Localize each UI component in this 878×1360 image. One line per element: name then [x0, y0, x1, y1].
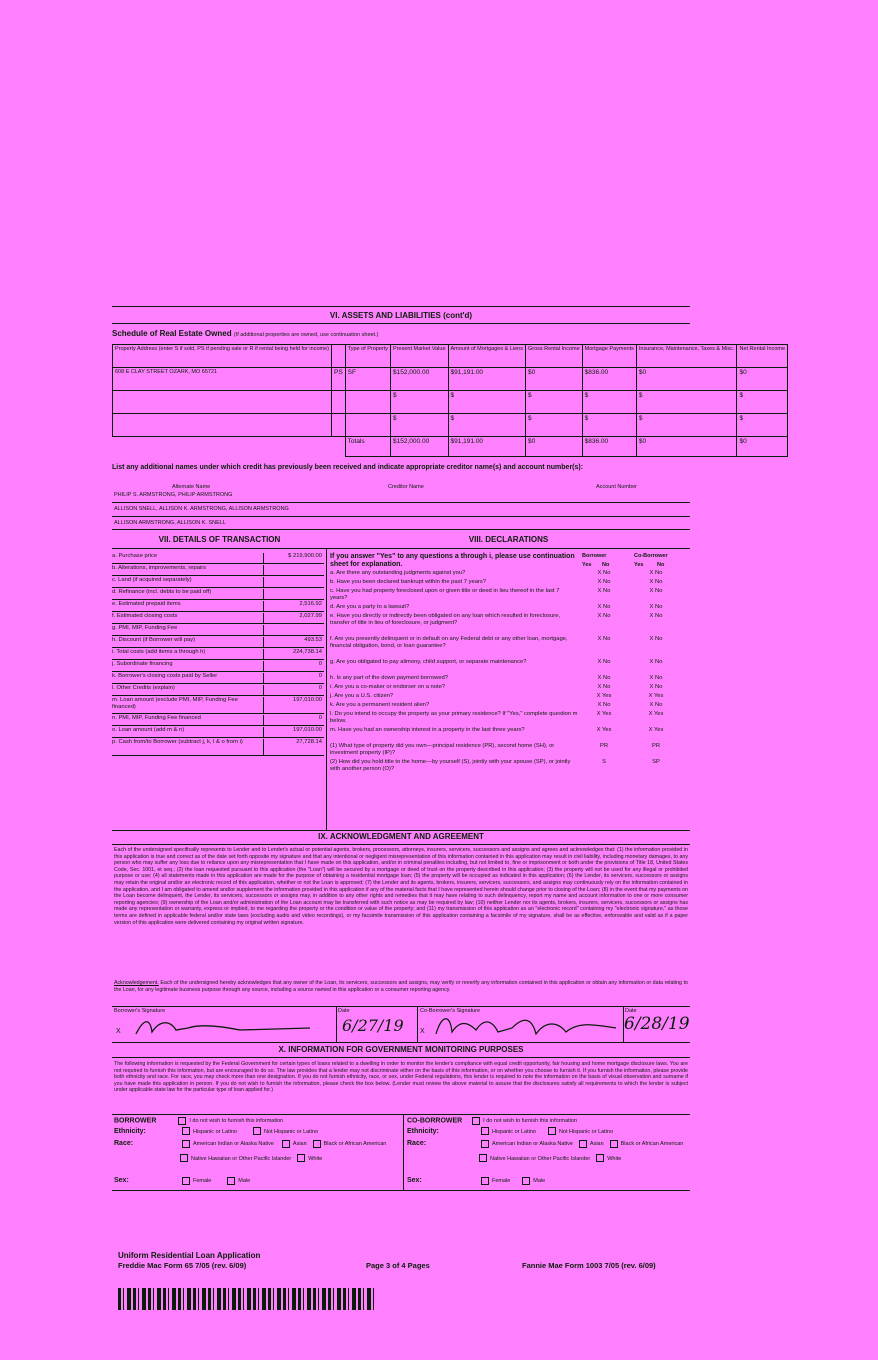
transaction-value: [263, 625, 324, 635]
declaration-row: [330, 759, 688, 775]
fannie-form: Fannie Mae Form 1003 7/05 (rev. 6/09): [522, 1261, 656, 1270]
table-row: 608 E CLAY STREET OZARK, MO 65721 PS SF $152,000.00 $91,191.00 $0 $836.00 $0 $0: [113, 368, 788, 391]
transaction-value: [263, 565, 324, 575]
transaction-row: [112, 636, 324, 648]
transaction-row: [112, 564, 324, 576]
coborrower-answer[interactable]: X No: [649, 588, 663, 594]
transaction-label: j. Subordinate financing: [112, 661, 173, 667]
declaration-row: [330, 604, 688, 613]
coborrower-answer[interactable]: X No: [649, 684, 663, 690]
alt-name-3: ALLISON ARMSTRONG, ALLISON K. SNELL: [114, 520, 226, 526]
alt-names-title: List any additional names under which credit has previously been received and indicate appropriate creditor name(s) and account number(s):: [112, 464, 584, 471]
coborrower-answer[interactable]: SP: [652, 759, 660, 765]
declaration-row: [330, 588, 688, 604]
alt-name-header: Alternate Name: [172, 484, 211, 490]
transaction-value: 0: [263, 685, 324, 695]
borrower-date: 6/27/19: [342, 1016, 404, 1035]
monitoring-text: The following information is requested by the Federal Government for certain types of loans related to a dwelling in order to monitor the lender's compliance with equal credit opportunity, fair housing and home mortgage disclosure laws. You are not required to furnish this information, but are encouraged to do so. The law provides that a lender may not discriminate either on the basis of this information, or on whether you choose to furnish it. If you furnish the information, please provide both ethnicity and race. For race, you may check more than one designation. If you do not furnish ethnicity, race, or sex, under Federal regulations, this lender is required to note the information on the basis of visual observation and surname if you have made this application in person. If you do not wish to furnish the information, please check the box below. (Lender must review the above material to assure that the disclosures satisfy all requirements to which the lender is subject under applicable state law for the particular type of loan applied for.): [114, 1061, 688, 1094]
transaction-row: [112, 648, 324, 660]
coborrower-answer[interactable]: X No: [649, 702, 663, 708]
transaction-row: [112, 576, 324, 588]
declaration-row: [330, 675, 688, 684]
barcode: [118, 1288, 374, 1310]
white-checkbox[interactable]: [596, 1154, 604, 1162]
transaction-label: g. PMI, MIP, Funding Fee: [112, 625, 178, 631]
date-label: Date: [625, 1008, 637, 1014]
transaction-row: [112, 600, 324, 612]
transaction-row: [112, 738, 324, 756]
transaction-row: [112, 660, 324, 672]
transaction-value: 2,027.99: [263, 613, 324, 623]
coborrower-signature: [432, 1010, 620, 1040]
declarations-list: [330, 570, 688, 775]
black-checkbox[interactable]: [313, 1140, 321, 1148]
transaction-row: [112, 624, 324, 636]
borrower-answer[interactable]: X No: [597, 659, 611, 665]
borrower-answer[interactable]: X No: [597, 604, 611, 610]
transaction-value: [263, 589, 324, 599]
female-checkbox[interactable]: [481, 1177, 489, 1185]
declaration-question: e. Have you directly or indirectly been obligated on any loan which resulted in foreclosure, transfer of title in lieu of foreclosure, or judgment?: [330, 613, 561, 626]
real-estate-table: [112, 344, 788, 457]
coborrower-answer[interactable]: X No: [649, 675, 663, 681]
transaction-value: 197,010.00: [263, 697, 324, 713]
declaration-question: i. Are you a co-maker or endorser on a note?: [330, 684, 446, 690]
no-wish-checkbox[interactable]: [472, 1117, 480, 1125]
transaction-value: 27,728.14: [263, 739, 324, 755]
asian-checkbox[interactable]: [282, 1140, 290, 1148]
section-7-title: VII. DETAILS OF TRANSACTION: [158, 535, 281, 544]
transaction-value: 493.53: [263, 637, 324, 647]
declaration-row: [330, 684, 688, 693]
coborrower-answer[interactable]: X No: [649, 604, 663, 610]
yes-label: Yes: [582, 562, 592, 568]
transaction-label: l. Other Credits (explain): [112, 685, 175, 691]
declaration-row: [330, 727, 688, 743]
form-name: Uniform Residential Loan Application: [118, 1251, 261, 1260]
account-header: Account Number: [596, 484, 637, 490]
borrower-answer[interactable]: X No: [597, 636, 611, 642]
amer-indian-checkbox[interactable]: [481, 1140, 489, 1148]
declaration-question: f. Are you presently delinquent or in default on any Federal debt or any other loan, mortgage, financial obligation, bond, or loan guarantee?: [330, 636, 568, 649]
transaction-label: o. Loan amount (add m & n): [112, 727, 185, 733]
transaction-details: [112, 552, 324, 756]
black-checkbox[interactable]: [610, 1140, 618, 1148]
transaction-value: 197,010.00: [263, 727, 324, 737]
borrower-answer[interactable]: X Yes: [596, 711, 612, 717]
declaration-question: h. Is any part of the down payment borrowed?: [330, 675, 448, 681]
transaction-row: [112, 588, 324, 600]
declaration-row: [330, 743, 688, 759]
transaction-label: e. Estimated prepaid items: [112, 601, 181, 607]
borrower-answer[interactable]: X No: [597, 675, 611, 681]
alt-name-2: ALLISON SNELL, ALLISON K. ARMSTRONG, ALLISON ARMSTRONG: [114, 506, 289, 512]
borrower-answer[interactable]: S: [602, 759, 606, 765]
borrower-answer[interactable]: X No: [597, 702, 611, 708]
transaction-value: 2,516.92: [263, 601, 324, 611]
asian-checkbox[interactable]: [579, 1140, 587, 1148]
borrower-signature: [130, 1014, 330, 1040]
transaction-label: f. Estimated closing costs: [112, 613, 178, 619]
coborrower-answer[interactable]: X Yes: [648, 711, 664, 717]
schedule-heading: Schedule of Real Estate Owned (If additional properties are owned, use continuation sheet.): [112, 329, 379, 338]
declaration-question: d. Are you a party to a lawsuit?: [330, 604, 410, 610]
declaration-row: [330, 579, 688, 588]
hispanic-checkbox[interactable]: [481, 1127, 489, 1135]
declaration-question: a. Are there any outstanding judgments against you?: [330, 570, 466, 576]
declaration-row: [330, 659, 688, 675]
declaration-question: (1) What type of property did you own—principal residence (PR), second home (SH), or investment property (IP)?: [330, 743, 555, 756]
borrower-answer[interactable]: X Yes: [596, 693, 612, 699]
declaration-row: [330, 693, 688, 702]
borrower-answer[interactable]: X Yes: [596, 727, 612, 733]
declaration-row: [330, 636, 688, 659]
coborrower-answer[interactable]: X No: [649, 636, 663, 642]
transaction-label: c. Land (if acquired separately): [112, 577, 192, 583]
declaration-row: [330, 711, 688, 727]
x-mark: X: [116, 1028, 121, 1035]
transaction-label: i. Total costs (add items a through h): [112, 649, 206, 655]
borrower-signature-label: Borrower's Signature: [114, 1008, 166, 1014]
borrower-answer[interactable]: X No: [597, 613, 611, 619]
coborrower-answer[interactable]: X Yes: [648, 727, 664, 733]
amer-indian-checkbox[interactable]: [182, 1140, 190, 1148]
transaction-value: 224,738.14: [263, 649, 324, 659]
coborrower-answer[interactable]: X No: [649, 579, 663, 585]
alt-name-1: PHILIP S. ARMSTRONG, PHILIP ARMSTRONG: [114, 492, 233, 498]
female-checkbox[interactable]: [182, 1177, 190, 1185]
transaction-label: n. PMI, MIP, Funding Fee financed: [112, 715, 201, 721]
transaction-value: 0: [263, 661, 324, 671]
transaction-label: m. Loan amount (exclude PMI, MIP, Funding Fee financed): [112, 697, 238, 710]
borrower-col-label: Borrower: [582, 553, 607, 559]
table-row: $ $ $ $ $ $: [113, 391, 788, 414]
male-checkbox[interactable]: [522, 1177, 530, 1185]
coborrower-answer[interactable]: PR: [651, 743, 661, 749]
section-9-title: IX. ACKNOWLEDGMENT AND AGREEMENT: [318, 832, 484, 841]
declaration-question: (2) How did you hold title to the home—by yourself (S), jointly with your spouse (SP), or jointly with another person (O)?: [330, 759, 571, 772]
borrower-answer[interactable]: X No: [597, 588, 611, 594]
transaction-value: 0: [263, 673, 324, 683]
creditor-header: Creditor Name: [388, 484, 424, 490]
declaration-question: g. Are you obligated to pay alimony, child support, or separate maintenance?: [330, 659, 527, 665]
transaction-row: [112, 696, 324, 714]
borrower-answer[interactable]: X No: [597, 570, 611, 576]
transaction-row: [112, 726, 324, 738]
hawaiian-checkbox[interactable]: [479, 1154, 487, 1162]
declaration-question: c. Have you had property foreclosed upon or given title or deed in lieu thereof in the last 7 years?: [330, 588, 560, 601]
coborrower-date: 6/28/19: [624, 1014, 690, 1034]
coborrower-monitoring: CO-BORROWER I do not wish to furnish this information Ethnicity: Hispanic or Latino Not Hispanic or Latino Race: American Indian or Alaska Native Asian Black or African American Native Hawaiian or Other Pacific Islander White Sex: Female Male: [407, 1117, 684, 1185]
freddie-form: Freddie Mac Form 65 7/05 (rev. 6/09): [118, 1261, 247, 1270]
coborrower-answer[interactable]: X Yes: [648, 693, 664, 699]
section-8-title: VIII. DECLARATIONS: [468, 535, 549, 544]
not-hispanic-checkbox[interactable]: [548, 1127, 556, 1135]
transaction-value: 0: [263, 715, 324, 725]
declarations-intro: If you answer "Yes" to any questions a through i, please use continuation sheet for explanation.: [330, 553, 575, 568]
totals-row: Totals $152,000.00 $91,191.00 $0 $836.00 $0 $0: [113, 437, 788, 457]
transaction-label: k. Borrower's closing costs paid by Seller: [112, 673, 218, 679]
yes-label: Yes: [634, 562, 644, 568]
borrower-answer[interactable]: PR: [599, 743, 609, 749]
male-checkbox[interactable]: [227, 1177, 235, 1185]
declaration-question: m. Have you had an ownership interest in a property in the last three years?: [330, 727, 525, 733]
no-label: No: [602, 562, 610, 568]
acknowledgment-text: Each of the undersigned specifically represents to Lender and to Lender's actual or potential agents, brokers, processors, attorneys, insurers, servicers, successors and assigns and agrees and acknowledges that: (1) the information provided in this application is true and correct as of the date set forth opposite my signature and that any intentional or negligent misrepresentation of this information contained in this application may result in civil liability, including monetary damages, to any person who may suffer any loss due to reliance upon any misrepresentation that I have made on this application, and/or in criminal penalties including, but not limited to, fine or imprisonment or both under the provisions of Title 18, United States Code, Sec. 1001, et seq.; (2) the loan requested pursuant to this application (the "Loan") will be secured by a mortgage or deed of trust on the property described in this application; (3) the property will not be used for any illegal or prohibited purpose or use; (4) all statements made in this application are made for the purpose of obtaining a residential mortgage loan; (5) the property will be occupied as indicated in this application; (6) the Lender, its servicers, successors or assigns may retain the original and/or an electronic record of this application, whether or not the Loan is approved; (7) the Lender and its agents, brokers, insurers, servicers, successors, and assigns may continuously rely on the information contained in the application, and I am obligated to amend and/or supplement the information provided in this application if any of the material facts that I have represented herein should change prior to closing of the Loan; (8) in the event that my payments on the Loan become delinquent, the Lender, its servicers, successors or assigns may, in addition to any other rights and remedies that it may have relating to such delinquency, report my name and account information to one or more consumer reporting agencies; (9) ownership of the Loan and/or administration of the Loan account may be transferred with such notice as may be required by law; (10) neither Lender nor its agents, brokers, insurers, servicers, successors or assigns has made any representation or warranty, express or implied, to me regarding the property or the condition or value of the property; and (11) my transmission of this application as an "electronic record" containing my "electronic signature," as those terms are defined in applicable federal and/or state laws (excluding audio and video recordings), or my facsimile transmission of this application containing a facsimile of my signature, shall be as effective, enforceable and valid as if a paper version of this application were delivered containing my original written signature.: [114, 847, 688, 926]
declaration-row: [330, 570, 688, 579]
transaction-row: [112, 714, 324, 726]
transaction-value: [263, 577, 324, 587]
x-mark: X: [420, 1028, 425, 1035]
no-wish-checkbox[interactable]: [178, 1117, 186, 1125]
transaction-row: [112, 684, 324, 696]
acknowledgement-paragraph: Acknowledgement. Each of the undersigned hereby acknowledges that any owner of the Loan, its servicers, successors and assigns, may verify or reverify any information contained in this application or obtain any information or data relating to the Loan, for any legitimate business purpose through any source, including a source named in this application or a consumer reporting agency.: [114, 980, 688, 993]
hawaiian-checkbox[interactable]: [180, 1154, 188, 1162]
declaration-question: l. Do you intend to occupy the property as your primary residence? If "Yes," complete question m below.: [330, 711, 578, 724]
declaration-row: [330, 613, 688, 636]
hispanic-checkbox[interactable]: [182, 1127, 190, 1135]
not-hispanic-checkbox[interactable]: [253, 1127, 261, 1135]
declaration-question: j. Are you a U.S. citizen?: [330, 693, 394, 699]
white-checkbox[interactable]: [297, 1154, 305, 1162]
transaction-value: $ 219,900.00: [263, 553, 324, 563]
transaction-label: d. Refinance (incl. debts to be paid off): [112, 589, 212, 595]
transaction-row: [112, 612, 324, 624]
coborrower-signature-label: Co-Borrower's Signature: [420, 1008, 481, 1014]
transaction-label: p. Cash from/to Borrower (subtract j, k, l & o from i): [112, 739, 243, 745]
borrower-answer[interactable]: X No: [597, 684, 611, 690]
page-number: Page 3 of 4 Pages: [366, 1261, 430, 1270]
coborrower-col-label: Co-Borrower: [634, 553, 668, 559]
section-10-title: X. INFORMATION FOR GOVERNMENT MONITORING PURPOSES: [278, 1045, 524, 1054]
declaration-row: [330, 702, 688, 711]
section-6-title: VI. ASSETS AND LIABILITIES (cont'd): [329, 311, 473, 320]
borrower-answer[interactable]: X No: [597, 579, 611, 585]
table-row: $ $ $ $ $ $: [113, 414, 788, 437]
coborrower-answer[interactable]: X No: [649, 659, 663, 665]
transaction-row: [112, 552, 324, 564]
coborrower-answer[interactable]: X No: [649, 613, 663, 619]
declaration-question: b. Have you been declared bankrupt within the past 7 years?: [330, 579, 486, 585]
transaction-label: b. Alterations, improvements, repairs: [112, 565, 207, 571]
table-header-row: Property Address (enter S if sold, PS if pending sale or R if rental being held for income) Type of Property Present Market Value Amount of Mortgages & Liens Gross Rental Income Mortgage Payments Insurance, Maintenance, Taxes & Misc. Net Rental Income: [113, 345, 788, 368]
declaration-question: k. Are you a permanent resident alien?: [330, 702, 430, 708]
transaction-row: [112, 672, 324, 684]
no-label: No: [657, 562, 665, 568]
borrower-monitoring: BORROWER I do not wish to furnish this information Ethnicity: Hispanic or Latino Not Hispanic or Latino Race: American Indian or Alaska Native Asian Black or African American Native Hawaiian or Other Pacific Islander White Sex: Female Male: [114, 1117, 387, 1185]
date-label: Date: [338, 1008, 350, 1014]
coborrower-answer[interactable]: X No: [649, 570, 663, 576]
transaction-label: a. Purchase price: [112, 553, 158, 559]
transaction-label: h. Discount (if Borrower will pay): [112, 637, 196, 643]
